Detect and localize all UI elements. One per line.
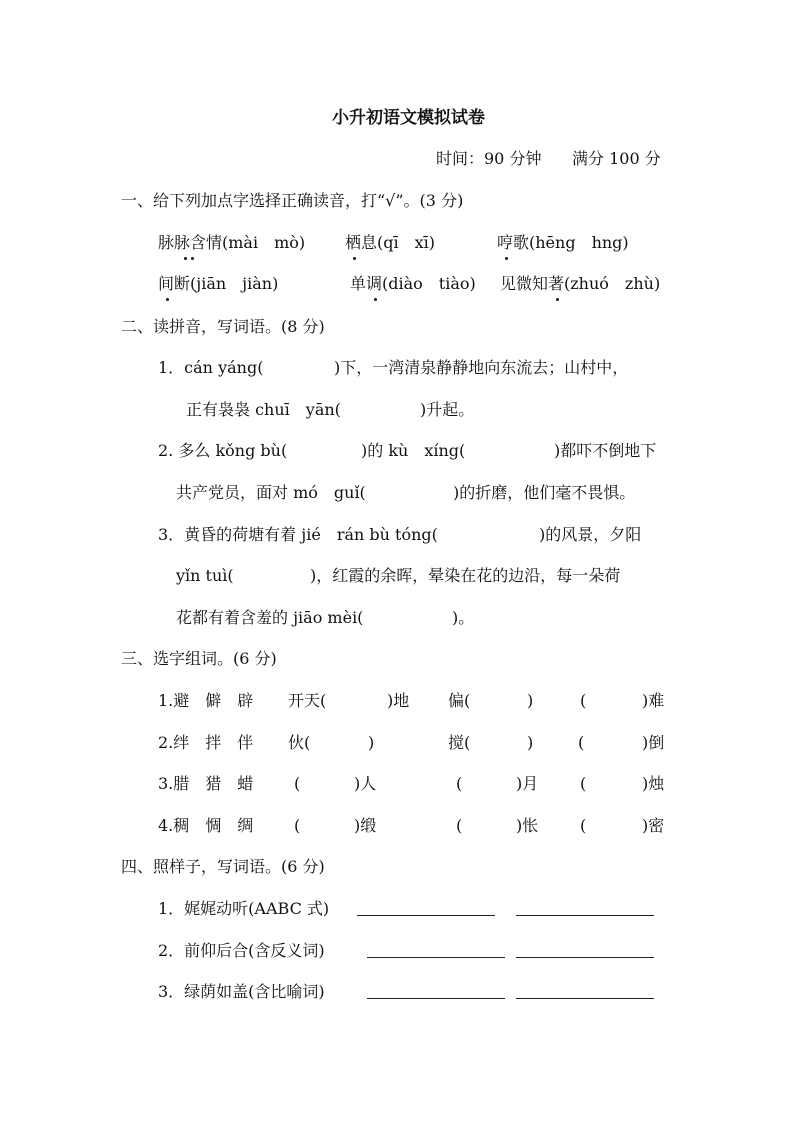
s3-row2-word2-close: ) [527, 733, 534, 752]
s2-q2-part-d: 共产党员，面对 mó guǐ( [176, 483, 366, 502]
s3-row2-word1-open: 伙( [288, 733, 311, 752]
s3-row2-chars: 2.绊 拌 伴 [158, 733, 254, 752]
answer-blank[interactable] [357, 899, 495, 916]
s4-item2-label: 2．前仰后合(含反义词) [158, 941, 325, 960]
s2-q3-part-c: yǐn tuì( [176, 566, 234, 585]
s4-item2-answer-lines [367, 941, 654, 961]
s2-q3-part-f: )。 [452, 608, 475, 627]
s2-q2-part-b: )的 kù xíng( [361, 441, 466, 460]
s3-row3-word1-close: )人 [354, 774, 377, 793]
s4-item3-label: 3．绿荫如盖(含比喻词) [158, 982, 325, 1001]
s3-row4-word3-open: ( [580, 816, 587, 835]
s3-row4-word2-close: )怅 [516, 816, 539, 835]
s3-row4-word1-close: )缎 [354, 816, 377, 835]
s1-item-jianweizhizhu: 见微知著(zhuó zhù) [500, 274, 661, 293]
s3-row3-word3-open: ( [580, 774, 587, 793]
exam-full-score: 满分 100 分 [572, 149, 661, 168]
s2-q1-part-c: 正有袅袅 chuī yān( [186, 400, 341, 419]
s2-q3-part-b: )的风景，夕阳 [539, 525, 642, 544]
section1-heading: 一、给下列加点字选择正确读音，打“√”。(3 分) [121, 191, 464, 210]
answer-blank[interactable] [516, 982, 654, 999]
page-title: 小升初语文模拟试卷 [332, 108, 485, 128]
s3-row4-chars: 4.稠 惆 绸 [158, 816, 254, 835]
s3-row3-word3-close: )烛 [642, 774, 665, 793]
s2-q2-part-a: 2. 多么 kǒng bù( [158, 441, 288, 460]
s3-row3-word2-close: )月 [516, 774, 539, 793]
s3-row1-word3-open: ( [580, 691, 587, 710]
s2-q3-part-a: 3．黄昏的荷塘有着 jié rán bù tóng( [158, 525, 438, 544]
emphasis-dot [184, 257, 187, 260]
s3-row1-word2-open: 偏( [448, 691, 471, 710]
s3-row2-word3-open: ( [578, 733, 585, 752]
s3-row1-word1-open: 开天( [288, 691, 327, 710]
emphasis-dot [191, 257, 194, 260]
s3-row2-word1-close: ) [368, 733, 375, 752]
s3-row4-word2-open: ( [456, 816, 463, 835]
section3-heading: 三、选字组词。(6 分) [121, 649, 277, 668]
s1-item-maimai: 脉脉含情(mài mò) [158, 233, 306, 252]
s3-row3-word1-open: ( [294, 774, 301, 793]
s1-item-hengge: 哼歌(hēng hng) [497, 233, 629, 252]
s2-q3-part-d: )，红霞的余晖，晕染在花的边沿，每一朵荷 [310, 566, 621, 585]
s1-item-jianduan: 间断(jiān jiàn) [158, 274, 279, 293]
exam-time: 时间：90 分钟 [436, 149, 542, 168]
s3-row1-word2-close: ) [527, 691, 534, 710]
s3-row1-word3-close: )难 [642, 691, 665, 710]
s4-item1-label: 1．娓娓动听(AABC 式) [158, 899, 330, 918]
answer-blank[interactable] [516, 941, 654, 958]
emphasis-dot [374, 298, 377, 301]
s3-row2-word3-close: )倒 [642, 733, 665, 752]
s2-q2-part-c: )都吓不倒地下 [554, 441, 657, 460]
s3-row1-chars: 1.避 僻 辟 [158, 691, 254, 710]
s4-item3-answer-lines [367, 982, 654, 1002]
s2-q2-part-e: )的折磨，他们毫不畏惧。 [453, 483, 636, 502]
s2-q1-part-a: 1．cán yáng( [158, 358, 264, 377]
s3-row2-word2-open: 搅( [448, 733, 471, 752]
s4-item1-answer-lines [357, 899, 654, 919]
s3-row4-word1-open: ( [294, 816, 301, 835]
emphasis-dot [166, 298, 169, 301]
answer-blank[interactable] [367, 982, 505, 999]
s3-row4-word3-close: )密 [642, 816, 665, 835]
s1-item-dandiao: 单调(diào tiào) [350, 274, 476, 293]
s2-q3-part-e: 花都有着含羞的 jiāo mèi( [176, 608, 364, 627]
emphasis-dot [556, 298, 559, 301]
emphasis-dot [505, 257, 508, 260]
answer-blank[interactable] [516, 899, 654, 916]
section4-heading: 四、照样子，写词语。(6 分) [121, 857, 325, 876]
s2-q1-part-b: )下，一湾清泉静静地向东流去；山村中， [334, 358, 629, 377]
emphasis-dot [353, 257, 356, 260]
s2-q1-part-d: )升起。 [420, 400, 475, 419]
s3-row1-word1-close: )地 [387, 691, 410, 710]
s3-row3-chars: 3.腊 猎 蜡 [158, 774, 254, 793]
s3-row3-word2-open: ( [456, 774, 463, 793]
s1-item-qixi: 栖息(qī xī) [345, 233, 435, 252]
section2-heading: 二、读拼音，写词语。(8 分) [121, 317, 325, 336]
answer-blank[interactable] [367, 941, 505, 958]
